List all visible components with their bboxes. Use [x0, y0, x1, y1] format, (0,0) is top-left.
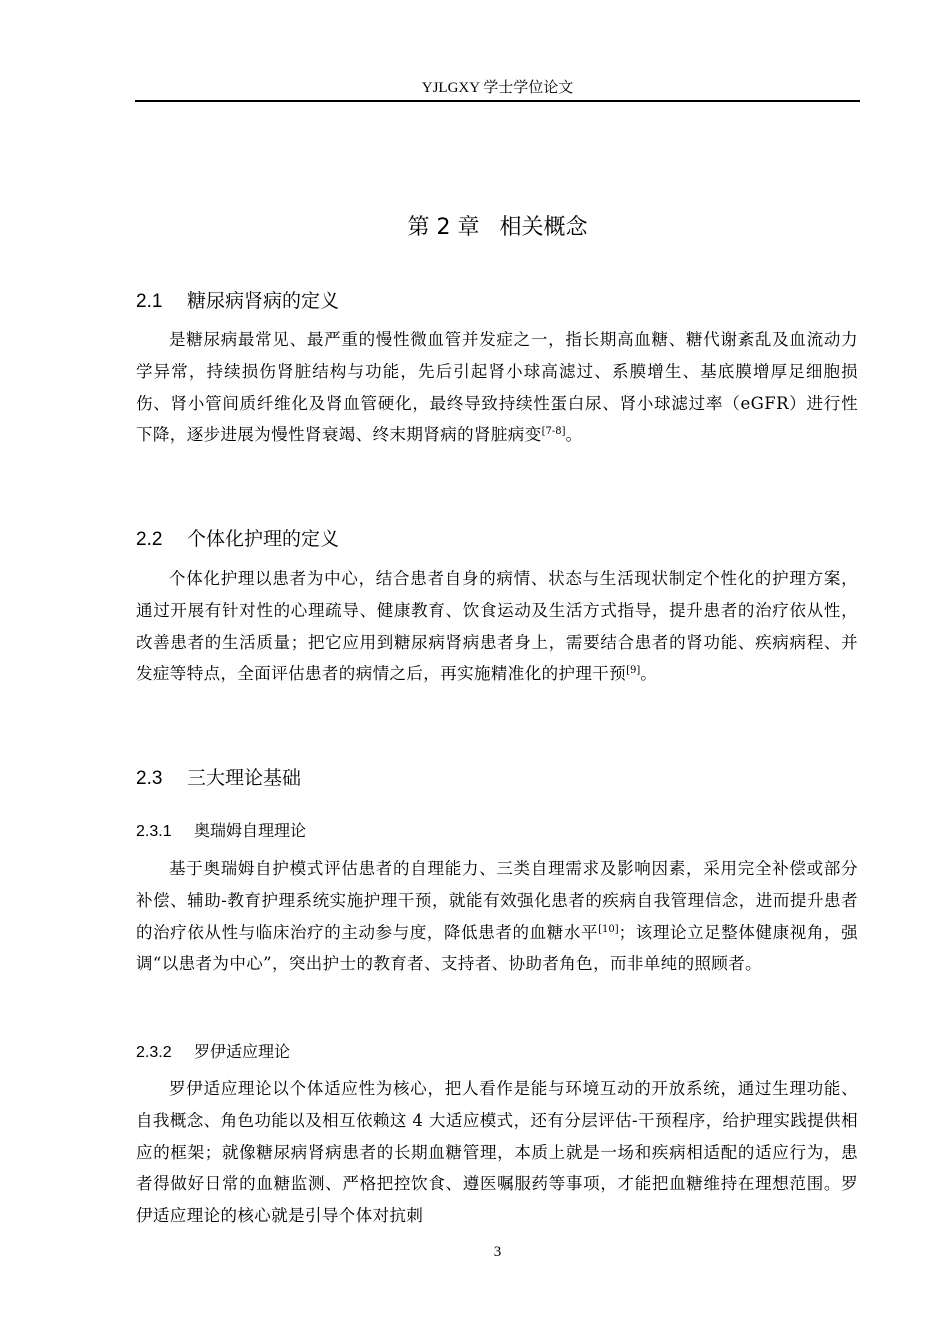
citation: [10]: [598, 923, 619, 935]
chapter-title: [135, 210, 860, 241]
citation: [9]: [626, 665, 641, 677]
paragraph-2-3-2: 罗伊适应理论以个体适应性为核心，把人看作是能与环境互动的开放系统，通过生理功能、自我概念、角色功能以及相互依赖这 4 大适应模式，还有分层评估-干预程序，给护理实践提供相应的框架；就像糖尿病肾病患者的长期血糖管理，本质上就是一场和疾病相适配的适应行为，患者得做好日常的血糖监测、严格把控饮食、遵医嘱服药等事项，才能把血糖维持在理想范围。罗伊适应理论的核心就是引导个体对抗刺: [136, 1079, 858, 1226]
paragraph-2-2: 个体化护理以患者为中心，结合患者自身的病情、状态与生活现状制定个性化的护理方案，通过开展有针对性的心理疏导、健康教育、饮食运动及生活方式指导，提升患者的治疗依从性，改善患者的生活质量；把它应用到糖尿病肾病患者身上，需要结合患者的肾功能、疾病病程、并发症等特点，全面评估患者的病情之后，再实施精准化的护理干预[9]。: [136, 569, 858, 684]
citation: [7-8]: [541, 426, 566, 438]
section-heading-2-2: 2.2 个体化护理的定义: [136, 528, 340, 550]
section-heading-2-3: 2.3 三大理论基础: [136, 767, 302, 789]
subsection-heading-2-3-1: 2.3.1 奥瑞姆自理理论: [136, 821, 307, 840]
chapter-name: 相关概念: [499, 215, 588, 240]
chapter-number: 第 2 章: [407, 215, 480, 240]
header-divider: [135, 100, 860, 102]
running-header: YJLGXY 学士学位论文: [421, 80, 574, 96]
section-heading-2-1: 2.1 糖尿病肾病的定义: [136, 290, 340, 312]
paragraph-2-1: 是糖尿病最常见、最严重的慢性微血管并发症之一，指长期高血糖、糖代谢紊乱及血流动力学异常，持续损伤肾脏结构与功能，先后引起肾小球高滤过、系膜增生、基底膜增厚足细胞损伤、肾小管间质纤维化及肾血管硬化，最终导致持续性蛋白尿、肾小球滤过率（eGFR）进行性下降，逐步进展为慢性肾衰竭、终末期肾病的肾脏病变[7-8]。: [136, 330, 858, 445]
subsection-heading-2-3-2: 2.3.2 罗伊适应理论: [136, 1042, 291, 1061]
page-number: 3: [493, 1244, 502, 1260]
paragraph-2-3-1: 基于奥瑞姆自护模式评估患者的自理能力、三类自理需求及影响因素，采用完全补偿或部分补偿、辅助-教育护理系统实施护理干预，就能有效强化患者的疾病自我管理信念，进而提升患者的治疗依从性与临床治疗的主动参与度，降低患者的血糖水平[10]；该理论立足整体健康视角，强调“以患者为中心”，突出护士的教育者、支持者、协助者角色，而非单纯的照顾者。: [136, 859, 858, 974]
